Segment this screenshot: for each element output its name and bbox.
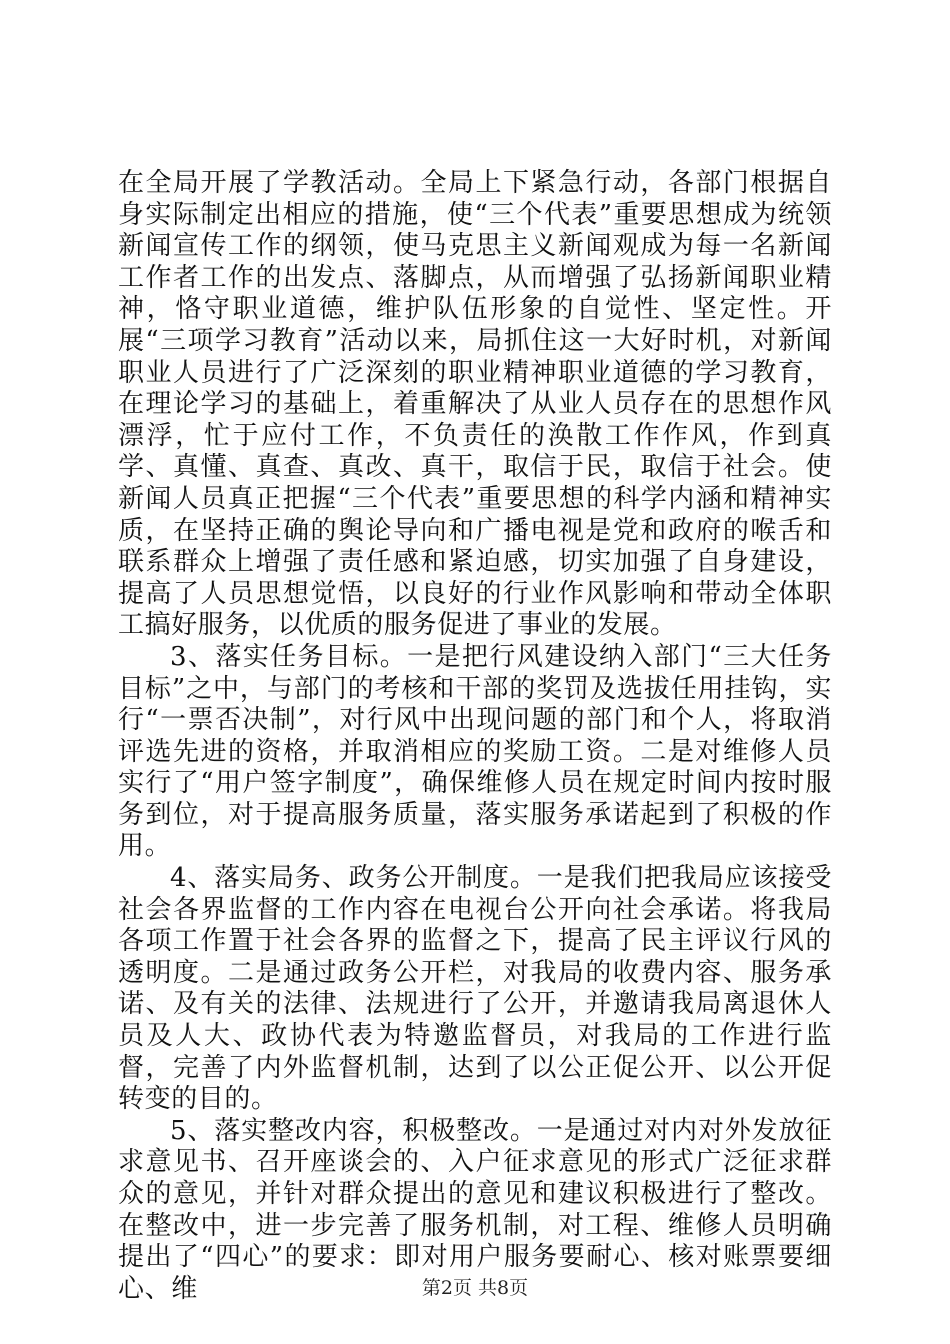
paragraph-4: 5、落实整改内容，积极整改。一是通过对内对外发放征求意见书、召开座谈会的、入户征求意见的形式广泛征求群众的意见，并针对群众提出的意见和建议积极进行了整改。在整改中，进一步完善了服务机制，对工程、维修人员明确提出了“四心”的要求：即对用户服务要耐心、核对账票要细心、维 (118, 1115, 832, 1304)
paragraph-1: 在全局开展了学教活动。全局上下紧急行动，各部门根据自身实际制定出相应的措施，使“三个代表”重要思想成为统领新闻宣传工作的纲领，使马克思主义新闻观成为每一名新闻工作者工作的出发点、落脚点，从而增强了弘扬新闻职业精神，恪守职业道德，维护队伍形象的自觉性、坚定性。开展“三项学习教育”活动以来，局抓住这一大好时机，对新闻职业人员进行了广泛深刻的职业精神职业道德的学习教育，在理论学习的基础上，着重解决了从业人员存在的思想作风漂浮，忙于应付工作，不负责任的涣散工作作风，作到真学、真懂、真查、真改、真干，取信于民，取信于社会。使新闻人员真正把握“三个代表”重要思想的科学内涵和精神实质，在坚持正确的舆论导向和广播电视是党和政府的喉舌和联系群众上增强了责任感和紧迫感，切实加强了自身建设，提高了人员思想觉悟，以良好的行业作风影响和带动全体职工搞好服务，以优质的服务促进了事业的发展。 (118, 168, 832, 641)
page-number-footer: 第2页 共8页 (421, 1277, 529, 1299)
document-body (118, 168, 832, 1305)
paragraph-3: 4、落实局务、政务公开制度。一是我们把我局应该接受社会各界监督的工作内容在电视台公开向社会承诺。将我局各项工作置于社会各界的监督之下，提高了民主评议行风的透明度。二是通过政务公开栏，对我局的收费内容、服务承诺、及有关的法律、法规进行了公开，并邀请我局离退休人员及人大、政协代表为特邀监督员，对我局的工作进行监督，完善了内外监督机制，达到了以公正促公开、以公开促转变的目的。 (118, 863, 832, 1115)
paragraph-2: 3、落实任务目标。一是把行风建设纳入部门“三大任务目标”之中，与部门的考核和干部的奖罚及选拔任用挂钩，实行“一票否决制”，对行风中出现问题的部门和个人，将取消评选先进的资格，并取消相应的奖励工资。二是对维修人员实行了“用户签字制度”，确保维修人员在规定时间内按时服务到位，对于提高服务质量，落实服务承诺起到了积极的作用。 (118, 641, 832, 862)
